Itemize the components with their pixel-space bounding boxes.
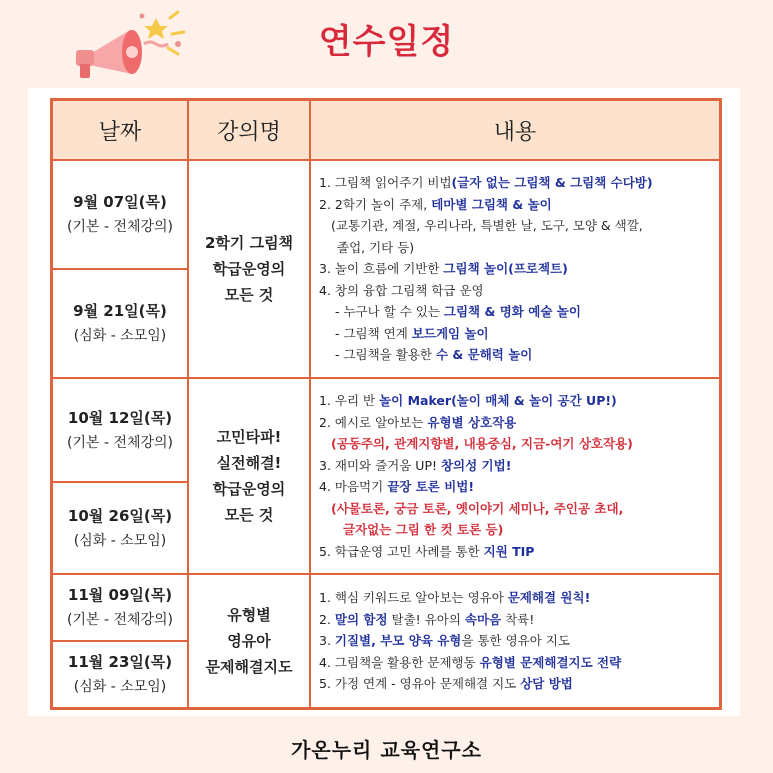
session-date: 11월 09일(목) bbox=[67, 586, 173, 605]
content-text: 3. 재미와 즐거움 UP! bbox=[319, 457, 441, 473]
content-text: 4. 마음먹기 bbox=[319, 479, 388, 495]
lecture-line: 영유아 bbox=[227, 631, 271, 650]
session-date: 9월 07일(목) bbox=[73, 193, 167, 212]
content-highlight: 속마음 bbox=[464, 611, 502, 627]
content-highlight: 테마별 그림책 & 놀이 bbox=[431, 196, 552, 212]
content-cell bbox=[310, 160, 721, 378]
content-text: 1. 그림책 읽어주기 비법 bbox=[319, 175, 452, 191]
table-row bbox=[52, 160, 721, 269]
content-text: 탈출! 유아의 bbox=[387, 611, 465, 627]
content-highlight: 말의 함정 bbox=[334, 611, 388, 627]
lecture-line: 모든 것 bbox=[224, 506, 274, 525]
lecture-cell bbox=[188, 378, 310, 574]
content-text: 4. 창의 융합 그림책 학급 운영 bbox=[319, 282, 484, 298]
table-header-row bbox=[52, 100, 721, 161]
content-cell bbox=[310, 378, 721, 574]
content-text: - 누구나 할 수 있는 bbox=[335, 304, 444, 320]
content-text: - 그림책 연계 bbox=[335, 325, 412, 341]
date-cell bbox=[52, 378, 189, 482]
content-highlight: (글자 없는 그림책 & 그림책 수다방) bbox=[451, 175, 653, 191]
content-text: 2. bbox=[319, 611, 335, 627]
content-highlight-red: 글자없는 그림 한 컷 토론 등) bbox=[343, 522, 504, 538]
content-highlight: 그림책 & 명화 예술 놀이 bbox=[443, 304, 581, 320]
lecture-line: 유형별 bbox=[227, 605, 271, 624]
content-highlight: 수 & 문해력 놀이 bbox=[435, 347, 533, 363]
content-highlight: 창의성 기법! bbox=[440, 457, 512, 473]
table-row bbox=[52, 574, 721, 641]
session-date: 11월 23일(목) bbox=[67, 653, 173, 672]
content-text: 2. 2학기 놀이 주제, bbox=[319, 196, 432, 212]
session-date: 10월 12일(목) bbox=[67, 408, 173, 427]
session-type: (심화 - 소모임) bbox=[73, 679, 167, 696]
content-highlight: 끝장 토론 비법! bbox=[387, 479, 475, 495]
header-date: 날짜 bbox=[52, 100, 189, 161]
content-highlight: 기질별, 부모 양육 유형 bbox=[334, 633, 462, 649]
content-highlight: 유형별 상호작용 bbox=[427, 414, 517, 430]
content-highlight: 지원 TIP bbox=[483, 543, 535, 559]
lecture-line: 학급운영의 bbox=[212, 260, 286, 279]
content-highlight: 상담 방법 bbox=[520, 676, 573, 692]
content-text: 4. 그림책을 활용한 문제행동 bbox=[319, 654, 480, 670]
content-text: 5. 가정 연계 - 영유아 문제해결 지도 bbox=[319, 676, 521, 692]
content-text: (교통기관, 계절, 우리나라, 특별한 날, 도구, 모양 & 색깔, bbox=[331, 218, 643, 234]
lecture-line: 실전해결! bbox=[216, 454, 282, 473]
lecture-line: 고민타파! bbox=[216, 428, 282, 447]
content-highlight-red: (사물토론, 궁금 토론, 옛이야기 세미나, 주인공 초대, bbox=[331, 500, 624, 516]
lecture-line: 문제해결지도 bbox=[205, 657, 293, 676]
date-cell bbox=[52, 482, 189, 574]
session-type: (기본 - 전체강의) bbox=[66, 219, 174, 236]
content-text: - 그림책을 활용한 bbox=[335, 347, 436, 363]
schedule-card bbox=[28, 88, 740, 716]
header-content: 내용 bbox=[310, 100, 721, 161]
content-text: 3. bbox=[319, 633, 335, 649]
content-text: 졸업, 기타 등) bbox=[337, 239, 415, 255]
content-highlight: 문제해결 원칙! bbox=[507, 590, 591, 606]
date-cell bbox=[52, 269, 189, 378]
schedule-table bbox=[50, 98, 722, 710]
footer-organization: 가온누리 교육연구소 bbox=[291, 738, 482, 762]
content-text: 3. 놀이 흐름에 기반한 bbox=[319, 261, 444, 277]
content-highlight: 놀이 Maker(놀이 매체 & 놀이 공간 UP!) bbox=[379, 393, 617, 409]
content-text: 2. 예시로 알아보는 bbox=[319, 414, 428, 430]
lecture-line: 2학기 그림책 bbox=[204, 234, 294, 253]
session-date: 10월 26일(목) bbox=[67, 506, 173, 525]
content-cell bbox=[310, 574, 721, 709]
lecture-line: 학급운영의 bbox=[212, 480, 286, 499]
lecture-cell bbox=[188, 160, 310, 378]
content-text: 5. 학급운영 고민 사례를 통한 bbox=[319, 543, 484, 559]
session-type: (기본 - 전체강의) bbox=[66, 434, 174, 451]
lecture-line: 모든 것 bbox=[224, 286, 274, 305]
content-text: 1. 우리 반 bbox=[319, 393, 380, 409]
content-highlight: 그림책 놀이(프로젝트) bbox=[443, 261, 568, 277]
header-lecture: 강의명 bbox=[188, 100, 310, 161]
session-type: (심화 - 소모임) bbox=[73, 532, 167, 549]
content-text: 착륙! bbox=[501, 611, 535, 627]
content-highlight: 보드게임 놀이 bbox=[411, 325, 489, 341]
content-highlight-red: (공동주의, 관계지향별, 내용중심, 지금-여기 상호작용) bbox=[331, 436, 633, 452]
session-type: (심화 - 소모임) bbox=[73, 328, 167, 345]
session-type: (기본 - 전체강의) bbox=[66, 612, 174, 629]
lecture-cell bbox=[188, 574, 310, 709]
content-text: 1. 핵심 키워드로 알아보는 영유아 bbox=[319, 590, 508, 606]
date-cell bbox=[52, 574, 189, 641]
table-row bbox=[52, 378, 721, 482]
session-date: 9월 21일(목) bbox=[73, 302, 167, 321]
date-cell bbox=[52, 160, 189, 269]
page-title: 연수일정 bbox=[318, 22, 455, 62]
content-highlight: 유형별 문제해결지도 전략 bbox=[479, 654, 622, 670]
date-cell bbox=[52, 641, 189, 708]
content-text: 을 통한 영유아 지도 bbox=[461, 633, 570, 649]
